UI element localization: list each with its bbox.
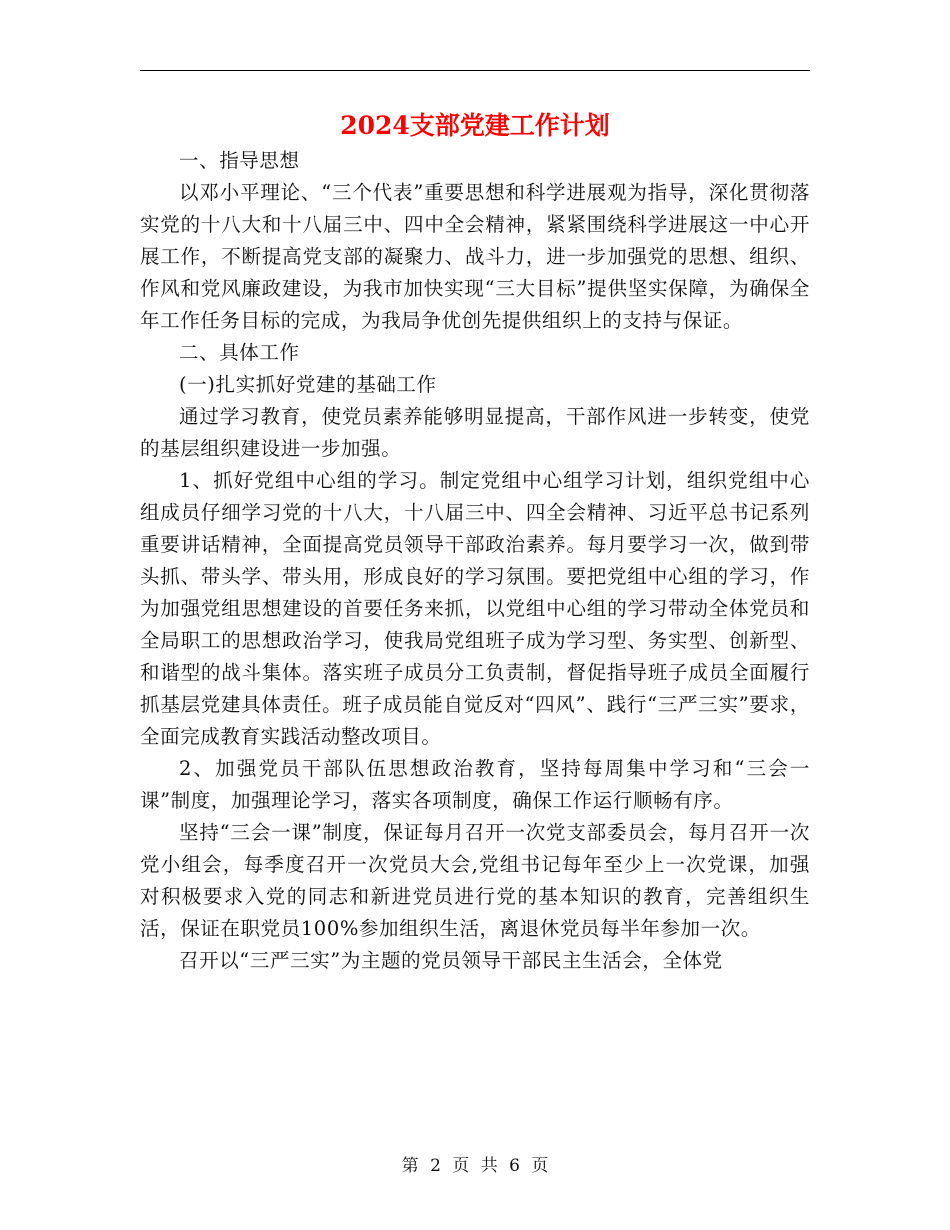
- footer-total-label: 共: [480, 1156, 498, 1176]
- paragraph-democratic-meeting: 召开以“三严三实”为主题的党员领导干部民主生活会，全体党: [179, 949, 723, 972]
- footer-page-label: 页: [452, 1156, 470, 1176]
- footer-suffix: 页: [531, 1156, 549, 1176]
- page-footer: [0, 1154, 950, 1178]
- footer-prefix: 第: [401, 1156, 419, 1176]
- header-rule: [140, 70, 810, 71]
- document-body: [140, 145, 810, 977]
- paragraph-item-1: 1、抓好党组中心组的学习。制定党组中心组学习计划，组织党组中心组成员仔细学习党的十八大，十八届三中、四全会精神、习近平总书记系列重要讲话精神，全面提高党员领导干部政治素养。每月要学习一次，做到带头抓、带头学、带头用，形成良好的学习氛围。要把党组中心组的学习，作为加强党组思想建设的首要任务来抓，以党组中心组的学习带动全体党员和全局职工的思想政治学习，使我局党组班子成为学习型、务实型、创新型、和谐型的战斗集体。落实班子成员分工负责制，督促指导班子成员全面履行抓基层党建具体责任。班子成员能自觉反对“四风”、践行“三严三实”要求，全面完成教育实践活动整改项目。: [140, 469, 810, 748]
- footer-page-number: 2: [430, 1156, 441, 1176]
- document-title: 2024支部党建工作计划: [340, 111, 610, 140]
- paragraph-three-meetings: 坚持“三会一课”制度，保证每月召开一次党支部委员会，每月召开一次党小组会，每季度召开一次党员大会,党组书记每年至少上一次党课，加强对积极要求入党的同志和新进党员进行党的基本知识的教育，完善组织生活，保证在职党员100%参加组织生活，离退休党员每半年参加一次。: [140, 821, 810, 940]
- section-heading-guiding-ideology: 一、指导思想: [179, 149, 300, 172]
- subsection-heading-foundation: (一)扎实抓好党建的基础工作: [179, 373, 437, 396]
- paragraph-education: 通过学习教育，使党员素养能够明显提高，干部作风进一步转变，使党的基层组织建设进一步加强。: [140, 405, 810, 460]
- section-heading-specific-work: 二、具体工作: [179, 341, 300, 364]
- footer-total-pages: 6: [509, 1156, 520, 1176]
- paragraph-guiding-ideology: 以邓小平理论、“三个代表”重要思想和科学进展观为指导，深化贯彻落实党的十八大和十八届三中、四中全会精神，紧紧围绕科学进展这一中心开展工作，不断提高党支部的凝聚力、战斗力，进一步加强党的思想、组织、作风和党风廉政建设，为我市加快实现“三大目标”提供坚实保障，为确保全年工作任务目标的完成，为我局争优创先提供组织上的支持与保证。: [140, 181, 810, 332]
- paragraph-item-2: 2、加强党员干部队伍思想政治教育，坚持每周集中学习和“三会一课”制度，加强理论学习，落实各项制度，确保工作运行顺畅有序。: [140, 757, 810, 812]
